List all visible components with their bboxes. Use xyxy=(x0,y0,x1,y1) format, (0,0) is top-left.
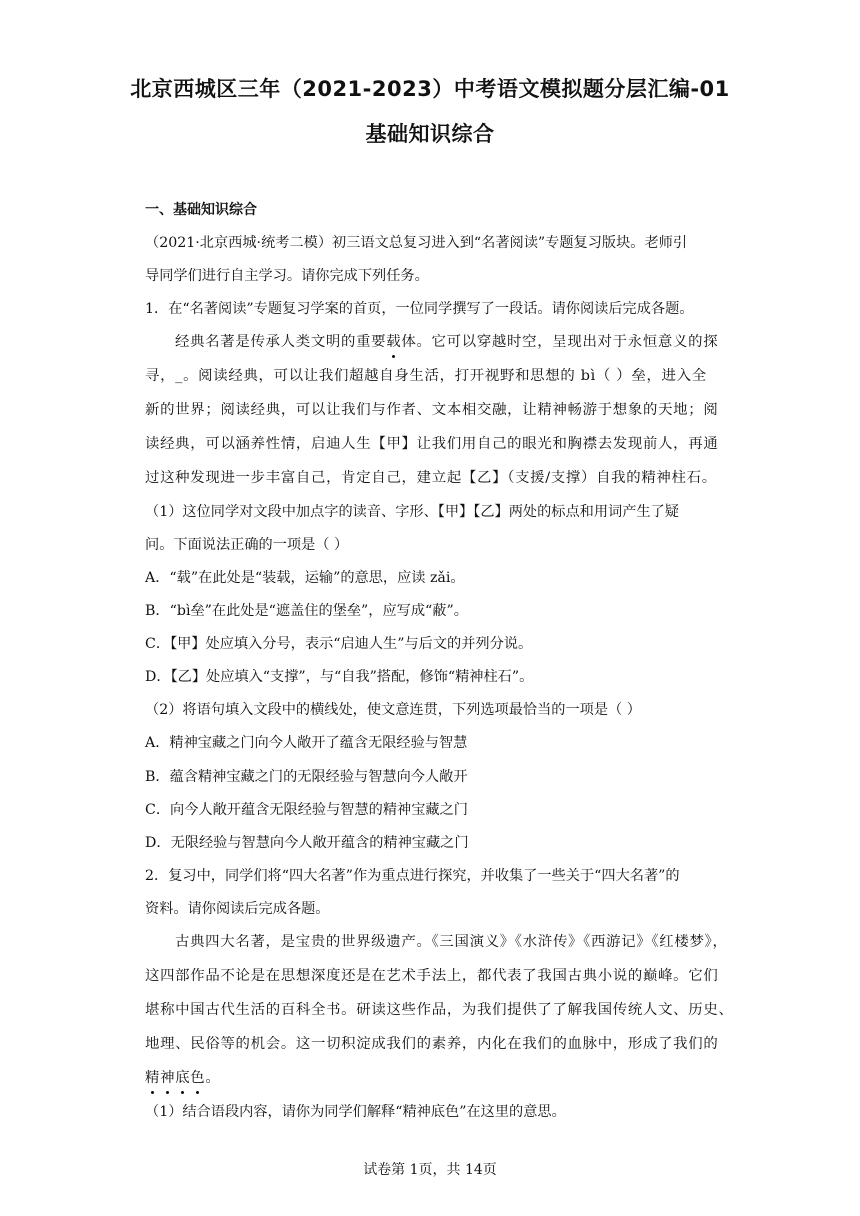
q1-sub1-stem: （1）这位同学对文段中加点字的读音、字形、【甲】【乙】两处的标点和用词产生了疑 xyxy=(145,503,679,520)
document-title-line2: 基础知识综合 xyxy=(365,122,495,146)
document-body xyxy=(145,198,734,1133)
q1-sub2-stem: （2）将语句填入文段中的横线处，使文意连贯，下列选项最恰当的一项是（ ） xyxy=(145,702,641,719)
q1-passage-line: 新的世界；阅读经典，可以让我们与作者、文本相交融，让精神畅游于想象的天地；阅 xyxy=(145,402,719,419)
question-2-stem: 2．复习中，同学们将“四大名著”作为重点进行探究，并收集了一些关于“四大名著”的 xyxy=(145,867,680,884)
passage-text: 。 xyxy=(205,1069,221,1086)
intro-line: （2021·北京西城·统考二模）初三语文总复习进入到“名著阅读”专题复习版块。老师引 xyxy=(145,235,688,252)
option-c: C．【甲】处应填入分号，表示“启迪人生”与后文的并列分说。 xyxy=(145,636,533,653)
q1-passage-line: 过这种发现进一步丰富自己，肯定自己，建立起【乙】（支援/支撑）自我的精神柱石。 xyxy=(145,469,717,486)
q2-sub1-stem: （1）结合语段内容，请你为同学们解释“精神底色”在这里的意思。 xyxy=(145,1103,566,1120)
intro-line: 导同学们进行自主学习。请你完成下列任务。 xyxy=(145,268,429,285)
option-b: B．蕴含精神宝藏之门的无限经验与智慧向今人敞开 xyxy=(145,768,468,785)
passage-text: 经典名著是传承人类文明的重要 xyxy=(175,334,387,351)
q1-passage-line xyxy=(145,330,725,354)
q2-passage-line: 古典四大名著，是宝贵的世界级遗产。《三国演义》《水浒传》《西游记》《红楼梦》， xyxy=(175,934,728,951)
option-d: D．无限经验与智慧向今人敞开蕴含的精神宝藏之门 xyxy=(145,834,469,851)
dotted-character: 底 xyxy=(175,1066,190,1090)
q2-passage-line xyxy=(145,1066,725,1090)
q1-sub1-stem: 问。下面说法正确的一项是（ ） xyxy=(145,536,349,553)
dotted-character: 载 xyxy=(386,330,401,354)
option-b: B．“bì垒”在此处是“遮盖住的堡垒”，应写成“蔽”。 xyxy=(145,603,468,620)
option-a: A．精神宝藏之门向今人敞开了蕴含无限经验与智慧 xyxy=(145,735,468,752)
dotted-character: 精 xyxy=(145,1066,160,1090)
q1-passage-line: 读经典，可以涵养性情，启迪人生【甲】让我们用自己的眼光和胸襟去发现前人，再通 xyxy=(145,436,719,453)
document-title-line1: 北京西城区三年（2021-2023）中考语文模拟题分层汇编-01 xyxy=(130,77,730,101)
option-c: C．向今人敞开蕴含无限经验与智慧的精神宝藏之门 xyxy=(145,801,468,818)
passage-text: 体。它可以穿越时空，呈现出对于永恒意义的探 xyxy=(401,334,719,351)
option-a: A．“载”在此处是“装载，运输”的意思，应读 zǎi。 xyxy=(145,570,465,587)
option-d: D．【乙】处应填入“支撑”，与“自我”搭配，修饰“精神柱石”。 xyxy=(145,669,534,686)
dotted-character: 神 xyxy=(160,1066,175,1090)
dotted-character: 色 xyxy=(190,1066,205,1090)
q1-passage-line: 寻，_。阅读经典，可以让我们超越自身生活，打开视野和思想的 bì（ ）垒，进入全 xyxy=(145,368,707,385)
question-2-stem: 资料。请你阅读后完成各题。 xyxy=(145,900,330,917)
section-heading: 一、基础知识综合 xyxy=(145,202,257,218)
q2-passage-line: 这四部作品不论是在思想深度还是在艺术手法上，都代表了我国古典小说的巅峰。它们 xyxy=(145,967,719,984)
q2-passage-line: 地理、民俗等的机会。这一切积淀成我们的素养，内化在我们的血脉中，形成了我们的 xyxy=(145,1035,719,1052)
page-footer: 试卷第 1页，共 14页 xyxy=(363,1162,497,1178)
q2-passage-line: 堪称中国古代生活的百科全书。研读这些作品，为我们提供了了解我国传统人文、历史、 xyxy=(145,1001,734,1018)
question-1-stem: 1．在“名著阅读”专题复习学案的首页，一位同学撰写了一段话。请你阅读后完成各题。 xyxy=(145,301,694,318)
